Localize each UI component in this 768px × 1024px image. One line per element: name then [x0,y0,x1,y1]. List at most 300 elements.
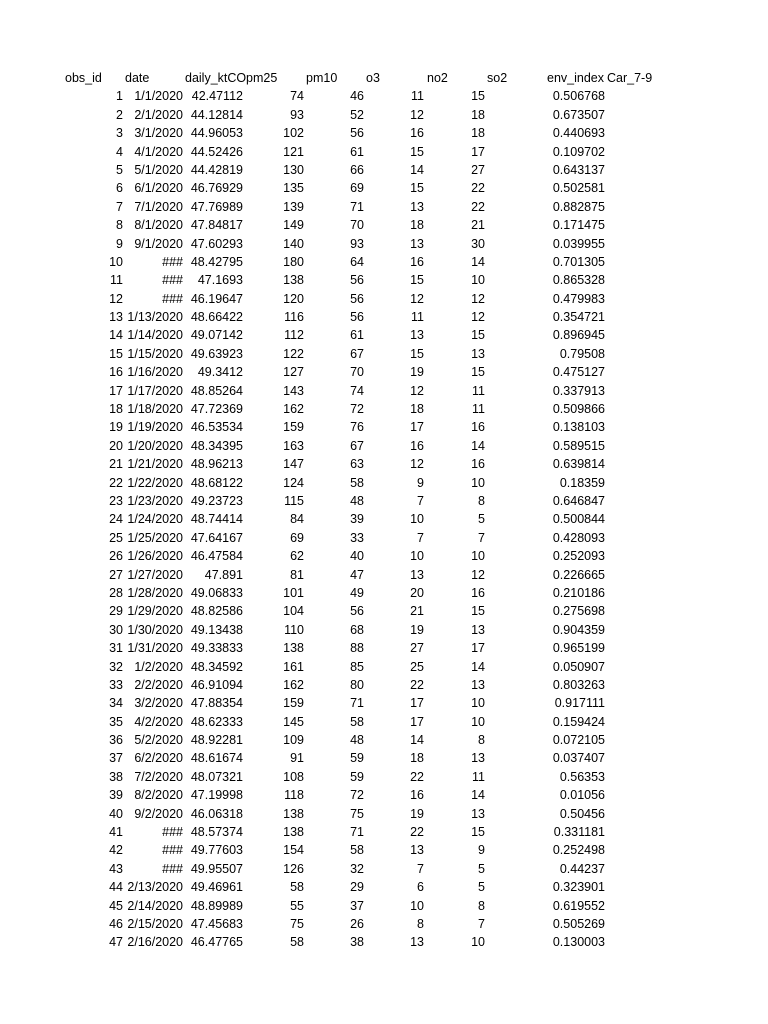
cell-date[interactable]: 9/1/2020 [134,236,183,251]
cell-so2[interactable]: 11 [472,769,485,784]
cell-pm10[interactable]: 93 [290,107,304,122]
cell-o3[interactable]: 74 [350,383,364,398]
cell-pm10[interactable]: 110 [284,622,304,637]
cell-daily-ktco[interactable]: 46.19647 [190,291,243,306]
cell-no2[interactable]: 7 [417,861,424,876]
cell-pm10[interactable]: 138 [283,641,304,656]
cell-o3[interactable]: 72 [350,788,364,803]
cell-date[interactable]: 1/24/2020 [127,512,183,527]
cell-obs-id[interactable]: 13 [109,310,123,325]
cell-daily-ktco[interactable]: 48.89989 [190,898,243,913]
cell-o3[interactable]: 61 [350,144,364,159]
cell-o3[interactable]: 71 [350,696,364,711]
cell-daily-ktco[interactable]: 49.95507 [190,861,243,876]
cell-obs-id[interactable]: 34 [109,696,123,711]
cell-no2[interactable]: 12 [410,291,424,306]
cell-obs-id[interactable]: 38 [109,769,123,784]
cell-env-index[interactable]: 0.109702 [552,144,605,159]
cell-date[interactable]: 1/15/2020 [127,346,183,361]
cell-obs-id[interactable]: 35 [109,714,123,729]
cell-no2[interactable]: 15 [410,273,424,288]
cell-date[interactable]: 5/1/2020 [134,162,183,177]
cell-daily-ktco[interactable]: 49.06833 [190,585,243,600]
cell-o3[interactable]: 29 [350,880,364,895]
cell-daily-ktco[interactable]: 49.63923 [190,346,243,361]
cell-so2[interactable]: 15 [471,328,485,343]
cell-pm10[interactable]: 55 [290,898,304,913]
cell-date[interactable]: 7/1/2020 [134,199,183,214]
cell-pm10[interactable]: 115 [284,493,304,508]
cell-env-index[interactable]: 0.210186 [552,585,605,600]
cell-pm10[interactable]: 162 [283,402,304,417]
cell-daily-ktco[interactable]: 49.33833 [190,641,243,656]
cell-env-index[interactable]: 0.965199 [552,641,605,656]
cell-obs-id[interactable]: 41 [109,825,123,840]
cell-pm10[interactable]: 109 [283,733,304,748]
cell-so2[interactable]: 8 [478,898,485,913]
cell-pm10[interactable]: 138 [283,825,304,840]
cell-no2[interactable]: 14 [410,162,424,177]
cell-so2[interactable]: 10 [471,273,485,288]
cell-o3[interactable]: 88 [350,641,364,656]
cell-date[interactable]: 1/31/2020 [127,641,183,656]
cell-daily-ktco[interactable]: 47.45683 [190,916,243,931]
cell-no2[interactable]: 19 [410,365,424,380]
cell-so2[interactable]: 13 [471,751,485,766]
cell-daily-ktco[interactable]: 48.61674 [190,751,243,766]
cell-so2[interactable]: 10 [471,475,485,490]
cell-o3[interactable]: 69 [350,181,364,196]
cell-daily-ktco[interactable]: 49.77603 [190,843,243,858]
cell-env-index[interactable]: 0.44237 [559,861,605,876]
cell-obs-id[interactable]: 31 [109,641,123,656]
cell-date[interactable]: 8/1/2020 [134,218,183,233]
cell-so2[interactable]: 5 [478,861,485,876]
cell-date[interactable]: 1/26/2020 [127,549,183,564]
cell-obs-id[interactable]: 14 [109,328,123,343]
cell-obs-id[interactable]: 3 [116,126,123,141]
header-daily-ktco[interactable]: daily_ktCO [185,71,247,85]
cell-so2[interactable]: 16 [471,585,485,600]
cell-date[interactable]: 1/22/2020 [127,475,183,490]
cell-no2[interactable]: 16 [410,126,424,141]
cell-date[interactable]: 5/2/2020 [134,733,183,748]
cell-env-index[interactable]: 0.226665 [552,567,605,582]
cell-obs-id[interactable]: 22 [109,475,123,490]
cell-o3[interactable]: 75 [350,806,364,821]
cell-so2[interactable]: 13 [471,622,485,637]
cell-no2[interactable]: 12 [410,383,424,398]
cell-env-index[interactable]: 0.79508 [559,346,605,361]
cell-so2[interactable]: 14 [471,254,485,269]
cell-env-index[interactable]: 0.509866 [552,402,605,417]
header-so2[interactable]: so2 [487,71,508,85]
cell-env-index[interactable]: 0.882875 [552,199,605,214]
cell-so2[interactable]: 9 [478,843,485,858]
cell-env-index[interactable]: 0.072105 [552,733,605,748]
cell-pm10[interactable]: 140 [283,236,304,251]
cell-daily-ktco[interactable]: 48.85264 [190,383,243,398]
header-o3[interactable]: o3 [366,71,380,85]
cell-pm10[interactable]: 126 [283,861,304,876]
cell-pm10[interactable]: 124 [283,475,304,490]
cell-daily-ktco[interactable]: 48.07321 [190,769,243,784]
cell-daily-ktco[interactable]: 47.76989 [190,199,243,214]
cell-obs-id[interactable]: 7 [116,199,123,214]
cell-so2[interactable]: 16 [471,457,485,472]
cell-date[interactable]: 1/21/2020 [127,457,183,472]
cell-env-index[interactable]: 0.506768 [552,89,605,104]
cell-no2[interactable]: 13 [410,199,424,214]
cell-pm10[interactable]: 75 [290,916,304,931]
cell-no2[interactable]: 12 [410,107,424,122]
cell-date[interactable]: 3/2/2020 [134,696,183,711]
cell-o3[interactable]: 56 [350,604,364,619]
cell-daily-ktco[interactable]: 48.92281 [190,733,243,748]
header-date[interactable]: date [125,71,150,85]
cell-pm10[interactable]: 58 [290,880,304,895]
cell-no2[interactable]: 13 [410,328,424,343]
cell-no2[interactable]: 9 [417,475,424,490]
cell-pm10[interactable]: 112 [284,328,304,343]
cell-date[interactable]: 1/1/2020 [134,89,183,104]
cell-o3[interactable]: 48 [350,493,364,508]
cell-so2[interactable]: 14 [471,438,485,453]
cell-env-index[interactable]: 0.337913 [552,383,605,398]
cell-daily-ktco[interactable]: 46.47584 [190,549,243,564]
cell-daily-ktco[interactable]: 48.82586 [190,604,243,619]
cell-date[interactable]: 2/14/2020 [127,898,183,913]
cell-date[interactable]: 1/17/2020 [127,383,183,398]
cell-o3[interactable]: 47 [350,567,364,582]
cell-o3[interactable]: 93 [350,236,364,251]
cell-pm10[interactable]: 149 [283,218,304,233]
cell-o3[interactable]: 39 [350,512,364,527]
cell-so2[interactable]: 10 [471,935,485,950]
cell-no2[interactable]: 18 [410,402,424,417]
cell-obs-id[interactable]: 19 [109,420,123,435]
cell-pm10[interactable]: 101 [283,585,304,600]
cell-daily-ktco[interactable]: 48.34395 [190,438,243,453]
cell-no2[interactable]: 20 [410,585,424,600]
cell-date[interactable]: 1/29/2020 [127,604,183,619]
cell-o3[interactable]: 52 [350,107,364,122]
cell-daily-ktco[interactable]: 47.60293 [190,236,243,251]
cell-env-index[interactable]: 0.500844 [552,512,605,527]
cell-no2[interactable]: 18 [410,751,424,766]
header-pm25[interactable]: pm25 [246,71,278,85]
cell-daily-ktco[interactable]: 47.72369 [190,402,243,417]
cell-o3[interactable]: 33 [350,530,364,545]
cell-no2[interactable]: 16 [410,438,424,453]
cell-obs-id[interactable]: 36 [109,733,123,748]
cell-date[interactable]: 1/23/2020 [127,493,183,508]
cell-no2[interactable]: 11 [411,89,424,104]
cell-daily-ktco[interactable]: 49.07142 [190,328,243,343]
cell-daily-ktco[interactable]: 47.64167 [190,530,243,545]
cell-env-index[interactable]: 0.428093 [552,530,605,545]
cell-obs-id[interactable]: 40 [109,806,123,821]
cell-date[interactable]: 1/27/2020 [127,567,183,582]
cell-date[interactable]: 1/2/2020 [134,659,183,674]
cell-daily-ktco[interactable]: 42.47112 [191,89,243,104]
cell-obs-id[interactable]: 47 [109,935,123,950]
cell-obs-id[interactable]: 28 [109,585,123,600]
cell-env-index[interactable]: 0.275698 [552,604,605,619]
cell-no2[interactable]: 6 [417,880,424,895]
cell-so2[interactable]: 17 [471,144,485,159]
cell-no2[interactable]: 18 [410,218,424,233]
cell-daily-ktco[interactable]: 46.47765 [190,935,243,950]
cell-env-index[interactable]: 0.159424 [552,714,605,729]
cell-date[interactable]: 2/13/2020 [127,880,183,895]
cell-so2[interactable]: 18 [471,107,485,122]
cell-date[interactable]: 1/28/2020 [127,585,183,600]
cell-daily-ktco[interactable]: 47.1693 [197,273,243,288]
cell-so2[interactable]: 5 [478,512,485,527]
cell-env-index[interactable]: 0.475127 [552,365,605,380]
cell-pm10[interactable]: 120 [283,291,304,306]
cell-date[interactable]: 2/15/2020 [127,916,183,931]
cell-daily-ktco[interactable]: 46.53534 [190,420,243,435]
cell-obs-id[interactable]: 24 [109,512,123,527]
cell-daily-ktco[interactable]: 48.74414 [190,512,243,527]
cell-obs-id[interactable]: 2 [116,107,123,122]
cell-env-index[interactable]: 0.803263 [552,677,605,692]
cell-pm10[interactable]: 62 [290,549,304,564]
cell-date[interactable]: 3/1/2020 [134,126,183,141]
cell-pm10[interactable]: 116 [284,310,304,325]
cell-obs-id[interactable]: 12 [109,291,123,306]
cell-no2[interactable]: 10 [410,512,424,527]
cell-o3[interactable]: 37 [350,898,364,913]
cell-so2[interactable]: 18 [471,126,485,141]
cell-date[interactable]: 8/2/2020 [134,788,183,803]
cell-pm10[interactable]: 138 [283,806,304,821]
cell-env-index[interactable]: 0.354721 [552,310,605,325]
cell-o3[interactable]: 67 [350,438,364,453]
cell-pm10[interactable]: 159 [283,696,304,711]
cell-date[interactable]: 1/13/2020 [127,310,183,325]
cell-pm10[interactable]: 159 [283,420,304,435]
cell-o3[interactable]: 80 [350,677,364,692]
cell-pm10[interactable]: 161 [283,659,304,674]
cell-daily-ktco[interactable]: 48.62333 [190,714,243,729]
cell-env-index[interactable]: 0.050907 [552,659,605,674]
cell-so2[interactable]: 10 [471,696,485,711]
cell-o3[interactable]: 48 [350,733,364,748]
cell-o3[interactable]: 56 [350,273,364,288]
cell-o3[interactable]: 63 [350,457,364,472]
cell-o3[interactable]: 56 [350,310,364,325]
cell-o3[interactable]: 71 [350,825,364,840]
cell-pm10[interactable]: 163 [283,438,304,453]
cell-date[interactable]: ### [162,273,183,288]
cell-env-index[interactable]: 0.701305 [552,254,605,269]
cell-o3[interactable]: 66 [350,162,364,177]
cell-no2[interactable]: 17 [410,420,424,435]
cell-env-index[interactable]: 0.502581 [552,181,605,196]
cell-date[interactable]: 1/14/2020 [127,328,183,343]
cell-env-index[interactable]: 0.904359 [552,622,605,637]
cell-pm10[interactable]: 74 [290,89,304,104]
cell-no2[interactable]: 16 [410,788,424,803]
cell-env-index[interactable]: 0.440693 [552,126,605,141]
cell-pm10[interactable]: 139 [283,199,304,214]
cell-env-index[interactable]: 0.673507 [552,107,605,122]
cell-date[interactable]: ### [162,254,183,269]
cell-daily-ktco[interactable]: 47.84817 [190,218,243,233]
cell-o3[interactable]: 71 [350,199,364,214]
header-car-7-9[interactable]: Car_7-9 [607,71,653,85]
cell-date[interactable]: 6/1/2020 [134,181,183,196]
cell-daily-ktco[interactable]: 49.13438 [190,622,243,637]
cell-daily-ktco[interactable]: 44.12814 [190,107,243,122]
cell-o3[interactable]: 59 [350,751,364,766]
cell-so2[interactable]: 30 [471,236,485,251]
cell-date[interactable]: 1/16/2020 [127,365,183,380]
cell-so2[interactable]: 15 [471,825,485,840]
cell-daily-ktco[interactable]: 48.96213 [190,457,243,472]
cell-o3[interactable]: 58 [350,843,364,858]
cell-env-index[interactable]: 0.896945 [552,328,605,343]
cell-so2[interactable]: 10 [471,714,485,729]
cell-o3[interactable]: 40 [350,549,364,564]
cell-obs-id[interactable]: 1 [116,89,123,104]
cell-pm10[interactable]: 102 [283,126,304,141]
cell-pm10[interactable]: 69 [290,530,304,545]
cell-o3[interactable]: 26 [350,916,364,931]
cell-so2[interactable]: 17 [471,641,485,656]
cell-no2[interactable]: 22 [410,825,424,840]
cell-obs-id[interactable]: 4 [116,144,123,159]
cell-o3[interactable]: 56 [350,291,364,306]
cell-obs-id[interactable]: 23 [109,493,123,508]
cell-o3[interactable]: 59 [350,769,364,784]
cell-no2[interactable]: 25 [410,659,424,674]
cell-obs-id[interactable]: 8 [116,218,123,233]
cell-pm10[interactable]: 91 [290,751,304,766]
cell-obs-id[interactable]: 37 [109,751,123,766]
cell-no2[interactable]: 13 [410,843,424,858]
cell-no2[interactable]: 27 [410,641,424,656]
cell-so2[interactable]: 27 [471,162,485,177]
cell-obs-id[interactable]: 5 [116,162,123,177]
cell-no2[interactable]: 15 [410,144,424,159]
cell-date[interactable]: 2/1/2020 [134,107,183,122]
cell-no2[interactable]: 22 [410,677,424,692]
header-pm10[interactable]: pm10 [306,71,338,85]
cell-no2[interactable]: 8 [417,916,424,931]
cell-env-index[interactable]: 0.646847 [552,493,605,508]
cell-obs-id[interactable]: 21 [109,457,123,472]
cell-so2[interactable]: 7 [478,530,485,545]
cell-pm10[interactable]: 135 [283,181,304,196]
cell-so2[interactable]: 22 [471,181,485,196]
cell-daily-ktco[interactable]: 48.68122 [190,475,243,490]
cell-env-index[interactable]: 0.323901 [552,880,605,895]
cell-obs-id[interactable]: 32 [109,659,123,674]
cell-no2[interactable]: 14 [410,733,424,748]
cell-date[interactable]: 9/2/2020 [134,806,183,821]
cell-o3[interactable]: 49 [350,585,364,600]
cell-so2[interactable]: 10 [471,549,485,564]
cell-env-index[interactable]: 0.171475 [552,218,605,233]
cell-pm10[interactable]: 130 [283,162,304,177]
cell-o3[interactable]: 58 [350,475,364,490]
cell-obs-id[interactable]: 46 [109,916,123,931]
cell-obs-id[interactable]: 26 [109,549,123,564]
cell-no2[interactable]: 19 [410,622,424,637]
cell-obs-id[interactable]: 17 [109,383,123,398]
cell-daily-ktco[interactable]: 48.34592 [190,659,243,674]
cell-no2[interactable]: 21 [410,604,424,619]
cell-so2[interactable]: 12 [471,310,485,325]
cell-o3[interactable]: 56 [350,126,364,141]
cell-so2[interactable]: 16 [471,420,485,435]
cell-env-index[interactable]: 0.917111 [554,696,605,711]
cell-obs-id[interactable]: 20 [109,438,123,453]
cell-obs-id[interactable]: 30 [109,622,123,637]
cell-so2[interactable]: 22 [471,199,485,214]
cell-so2[interactable]: 14 [471,788,485,803]
cell-o3[interactable]: 70 [350,218,364,233]
cell-daily-ktco[interactable]: 48.57374 [190,825,243,840]
cell-no2[interactable]: 13 [410,236,424,251]
cell-pm10[interactable]: 121 [283,144,304,159]
cell-so2[interactable]: 11 [472,383,485,398]
cell-env-index[interactable]: 0.252093 [552,549,605,564]
cell-obs-id[interactable]: 15 [109,346,123,361]
cell-env-index[interactable]: 0.18359 [559,475,605,490]
cell-daily-ktco[interactable]: 47.19998 [190,788,243,803]
cell-date[interactable]: 6/2/2020 [134,751,183,766]
cell-daily-ktco[interactable]: 49.3412 [197,365,243,380]
cell-obs-id[interactable]: 18 [109,402,123,417]
cell-date[interactable]: ### [162,291,183,306]
cell-date[interactable]: 1/30/2020 [127,622,183,637]
cell-so2[interactable]: 13 [471,346,485,361]
header-env-index[interactable]: env_index [547,71,604,85]
cell-so2[interactable]: 5 [478,880,485,895]
cell-no2[interactable]: 17 [410,714,424,729]
cell-date[interactable]: ### [162,861,183,876]
cell-o3[interactable]: 67 [350,346,364,361]
cell-no2[interactable]: 10 [410,549,424,564]
cell-o3[interactable]: 61 [350,328,364,343]
cell-o3[interactable]: 72 [350,402,364,417]
cell-date[interactable]: 2/16/2020 [127,935,183,950]
cell-env-index[interactable]: 0.138103 [552,420,605,435]
cell-no2[interactable]: 7 [417,493,424,508]
cell-date[interactable]: 1/18/2020 [127,402,183,417]
cell-pm10[interactable]: 143 [283,383,304,398]
header-obs-id[interactable]: obs_id [65,71,102,85]
cell-so2[interactable]: 8 [478,493,485,508]
cell-no2[interactable]: 15 [410,181,424,196]
cell-obs-id[interactable]: 11 [110,273,123,288]
cell-env-index[interactable]: 0.479983 [552,291,605,306]
cell-obs-id[interactable]: 33 [109,677,123,692]
cell-no2[interactable]: 17 [410,696,424,711]
cell-pm10[interactable]: 147 [283,457,304,472]
cell-so2[interactable]: 21 [471,218,485,233]
cell-o3[interactable]: 32 [350,861,364,876]
cell-pm10[interactable]: 81 [290,567,304,582]
cell-env-index[interactable]: 0.50456 [559,806,605,821]
cell-daily-ktco[interactable]: 47.88354 [190,696,243,711]
cell-obs-id[interactable]: 45 [109,898,123,913]
